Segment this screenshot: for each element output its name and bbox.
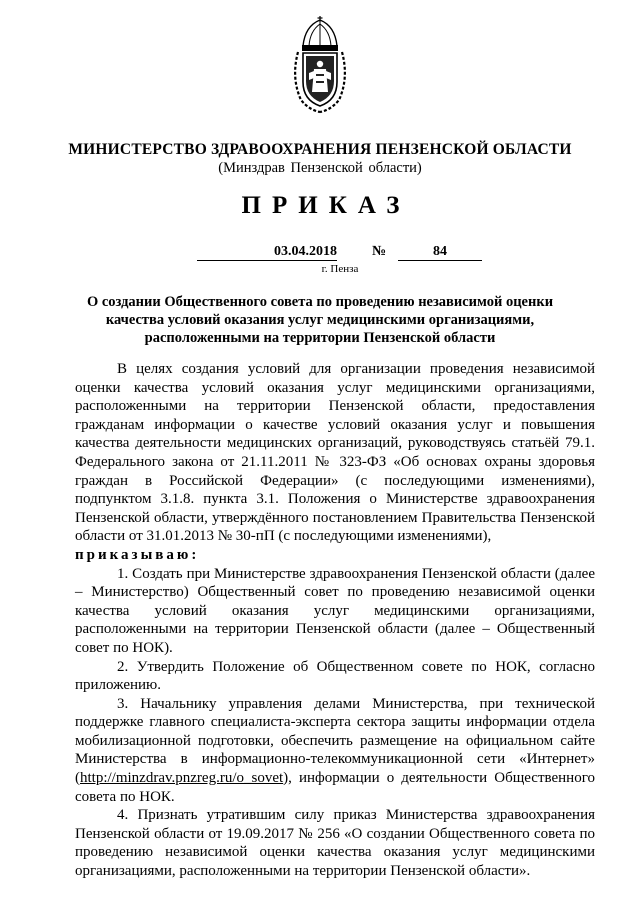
coat-of-arms-emblem bbox=[291, 16, 349, 114]
item-3 bbox=[75, 695, 595, 807]
website-link[interactable]: http://minzdrav.pnzreg.ru/o_sovet bbox=[80, 770, 284, 787]
item-4: 4. Признать утратившим силу приказ Министерства здравоохранения Пензенской области от 19.09.2017 № 256 «О создании Общественного совета по проведению независимой оценки качества оказания услуг медицинскими организациями, расположенными на территории Пензенской области». bbox=[75, 807, 595, 880]
item-3-text-after: ), информации о деятельности Общественного совета по НОК. bbox=[75, 770, 595, 805]
order-date: 03.04.2018 bbox=[197, 243, 337, 261]
document-title: ПРИКАЗ bbox=[241, 192, 411, 219]
ministry-short-name: (Минздрав Пензенской области) bbox=[218, 160, 422, 176]
ministry-name: МИНИСТЕРСТВО ЗДРАВООХРАНЕНИЯ ПЕНЗЕНСКОЙ ОБЛАСТИ bbox=[68, 141, 572, 158]
decree-word: приказываю: bbox=[75, 546, 200, 563]
city-label: г. Пенза bbox=[321, 263, 359, 275]
document-body bbox=[75, 360, 595, 881]
item-3-text-before: 3. Начальнику управления делами Министерства, при технической поддержке главного специалиста-эксперта сектора защиты информации отдела мобилизационной подготовки, обеспечить размещение на официальном сайте Министерства в информационно-телекоммуникационной сети «Интернет» ( bbox=[75, 695, 595, 787]
item-2: 2. Утвердить Положение об Общественном совете по НОК, согласно приложению. bbox=[75, 658, 595, 694]
order-subject: О создании Общественного совета по проведению независимой оценки качества условий оказания услуг медицинскими организациями, расположенными на территории Пензенской области bbox=[86, 294, 554, 346]
order-number: 84 bbox=[398, 243, 482, 261]
preamble-paragraph bbox=[75, 360, 595, 546]
preamble-text: В целях создания условий для организации проведения независимой оценки качества условий оказания услуг медицинскими организациями, расположенными на территории Пензенской области, предоставления гражданам информации о качестве условий оказания услуг и повышения качества деятельности медицинских организаций, руководствуясь статьёй 79.1. Федерального закона от 21.11.2011 № 323-ФЗ «Об основах охраны здоровья граждан в Российской Федерации» (с последующими изменениями), подпунктом 3.1.8. пункта 3.1. Положения о Министерстве здравоохранения Пензенской области, утверждённого постановлением Правительства Пензенской области от 31.01.2013 № 30-пП (с последующими изменениями), bbox=[75, 361, 595, 545]
number-sign: № bbox=[372, 244, 387, 259]
item-1: 1. Создать при Министерстве здравоохранения Пензенской области (далее – Министерство) Общественный совет по проведению независимой оценки качества условий оказания услуг медицинскими организациями, расположенными на территории Пензенской области (далее – Общественный совет по НОК). bbox=[75, 565, 595, 656]
decree-line bbox=[75, 546, 595, 565]
